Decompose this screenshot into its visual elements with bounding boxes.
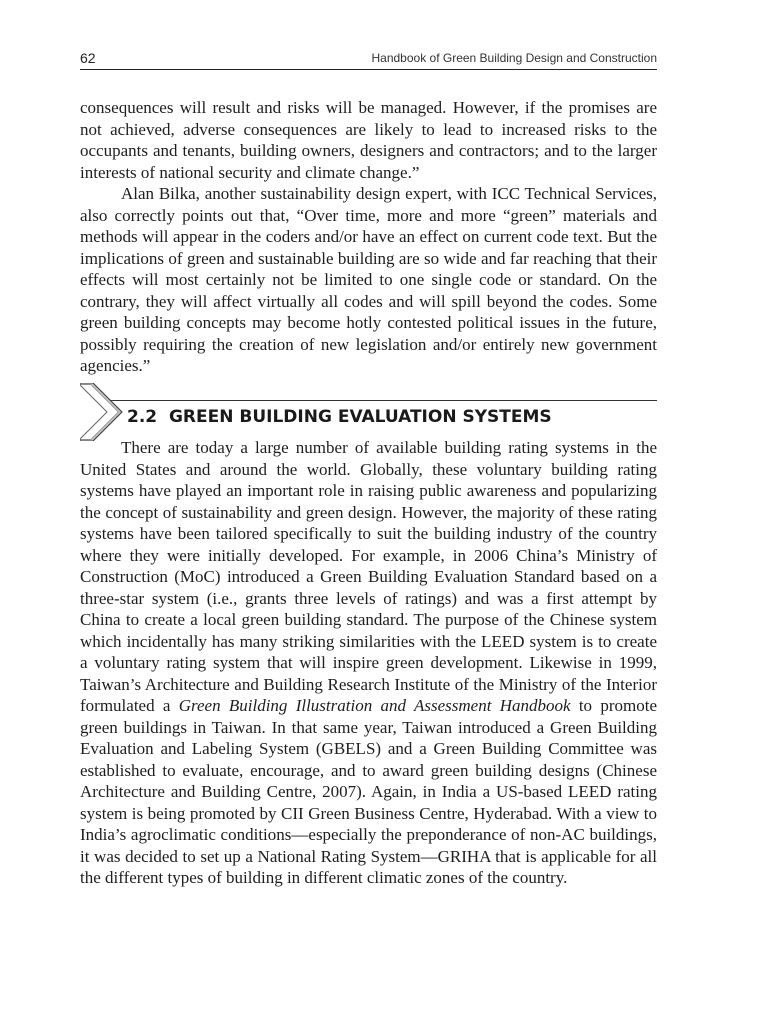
section-title xyxy=(127,407,552,427)
running-head: Handbook of Green Building Design and Construction xyxy=(371,51,657,65)
chevron-right-icon xyxy=(80,383,124,441)
paragraph: Alan Bilka, another sustainability design expert, with ICC Technical Services, also correctly points out that, “Over time, more and more “green” materials and methods will appear in the coders and/or have an effect on current code text. But the implications of green and sustainable building are so wide and far reaching that their effects will most certainly not be limited to one single code or standard. On the contrary, they will affect virtually all codes and will spill beyond the codes. Some green building concepts may become hotly contested political issues in the future, possibly requiring the creation of new legislation and/or entirely new government agencies.” xyxy=(80,184,657,375)
paragraph-text: There are today a large number of available building rating systems in the United States and around the world. Globally, these voluntary building rating systems have played an important role in raising public awareness and popularizing the concept of sustainability and green design. However, the majority of these rating systems have been tailored specifically to suit the building industry of the country where they were initially developed. For example, in 2006 China’s Ministry of Construction (MoC) introduced a Green Building Evaluation Standard based on a three-star system (i.e., grants three levels of ratings) and was a first attempt by China to create a local green building standard. The purpose of the Chinese system which incidentally has many striking similarities with the LEED system is to create a voluntary rating system that will inspire green development. Likewise in 1999, Taiwan’s Architecture and Building Research Institute of the Ministry of the Interior formulated a xyxy=(80,438,657,715)
page-number: 62 xyxy=(80,50,96,66)
text-block-section xyxy=(80,437,657,889)
page-header xyxy=(80,49,657,70)
paragraph: consequences will result and risks will be managed. However, if the promises are not achieved, adverse consequences are likely to lead to increased risks to the occupants and tenants, building owners, designers and contractors; and to the larger interests of national security and climate change.” xyxy=(80,98,657,182)
paragraph-text: to promote green buildings in Taiwan. In that same year, Taiwan introduced a Green Building Evaluation and Labeling System (GBELS) and a Green Building Committee was established to evaluate, encourage, and to award green building designs (Chinese Architecture and Building Centre, 2007). Again, in India a US-based LEED rating system is being promoted by CII Green Business Centre, Hyderabad. With a view to India’s agroclimatic conditions—especially the preponderance of non-AC buildings, it was decided to set up a National Rating System—GRIHA that is applicable for all the different types of building in different climatic zones of the country. xyxy=(80,696,657,887)
text-block-top xyxy=(80,97,657,377)
book-title-italic: Green Building Illustration and Assessment Handbook xyxy=(178,696,571,715)
section-title-text: GREEN BUILDING EVALUATION SYSTEMS xyxy=(168,407,552,427)
section-number: 2.2 xyxy=(127,407,158,427)
heading-rule xyxy=(98,400,657,401)
section-heading xyxy=(80,383,657,429)
paragraph xyxy=(80,437,657,889)
book-page xyxy=(80,0,657,1024)
